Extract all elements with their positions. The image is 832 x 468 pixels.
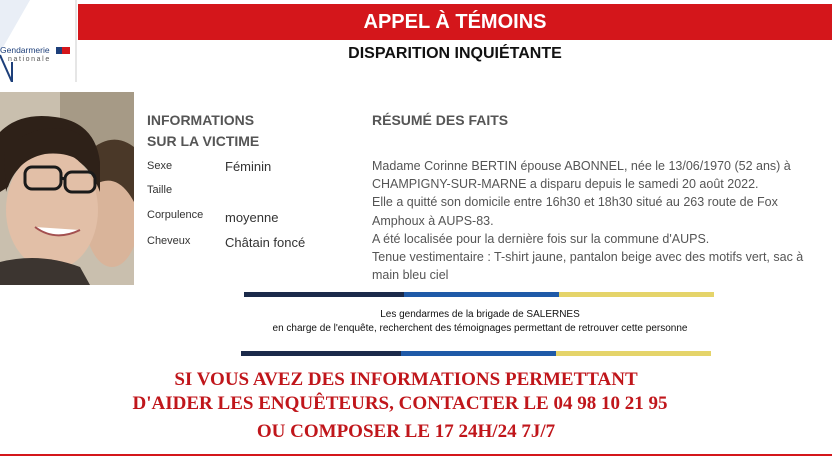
victim-section-title: INFORMATIONS SUR LA VICTIME [147,112,260,149]
summary-text [372,157,822,284]
banner [78,4,832,40]
notice-line-2: en charge de l'enquête, recherchent des témoignages permettant de retrouver cette personne [272,323,688,334]
field-label-cheveux: Cheveux [147,235,191,247]
summary-line: CHAMPIGNY-SUR-MARNE a disparu depuis le samedi 20 août 2022. [372,177,759,192]
portrait-illustration [0,92,134,285]
summary-line: main bleu ciel [372,268,449,283]
gendarmerie-logo [0,0,78,82]
stripe-divider-top [244,292,714,297]
logo-title: Gendarmerie [0,45,50,55]
bottom-border [0,454,832,456]
field-value-sexe: Féminin [225,159,272,174]
notice-line-1: Les gendarmes de la brigade de SALERNES [380,309,580,320]
victim-photo [0,92,134,285]
cta-line-1: SI VOUS AVEZ DES INFORMATIONS PERMETTANT [174,369,638,390]
summary-title: RÉSUMÉ DES FAITS [372,112,509,128]
gendarmerie-logo-icon [0,0,78,82]
field-label-sexe: Sexe [147,160,173,172]
field-value-corpulence: moyenne [225,210,279,225]
summary-line: Tenue vestimentaire : T-shirt jaune, pantalon beige avec des motifs vert, sac à [372,250,804,265]
stripe-divider-bottom [241,351,711,356]
summary-line: Amphoux à AUPS-83. [372,213,494,228]
cta-line-3: OU COMPOSER LE 17 24H/24 7J/7 [256,421,556,442]
page-subtitle: DISPARITION INQUIÉTANTE [348,45,562,62]
field-value-cheveux: Châtain foncé [225,235,306,250]
summary-line: Elle a quitté son domicile entre 16h30 et 18h30 situé au 263 route de Fox [372,195,778,210]
cta-line-2: D'AIDER LES ENQUÊTEURS, CONTACTER LE 04 98 10 21 95 [132,393,668,414]
field-label-corpulence: Corpulence [147,209,204,221]
logo-subtitle: nationale [8,56,51,63]
summary-line: A été localisée pour la dernière fois sur la commune d'AUPS. [372,231,710,246]
banner-title: APPEL À TÉMOINS [363,10,547,33]
field-label-taille: Taille [147,184,173,196]
summary-line: Madame Corinne BERTIN épouse ABONNEL, née le 13/06/1970 (52 ans) à [372,159,791,173]
